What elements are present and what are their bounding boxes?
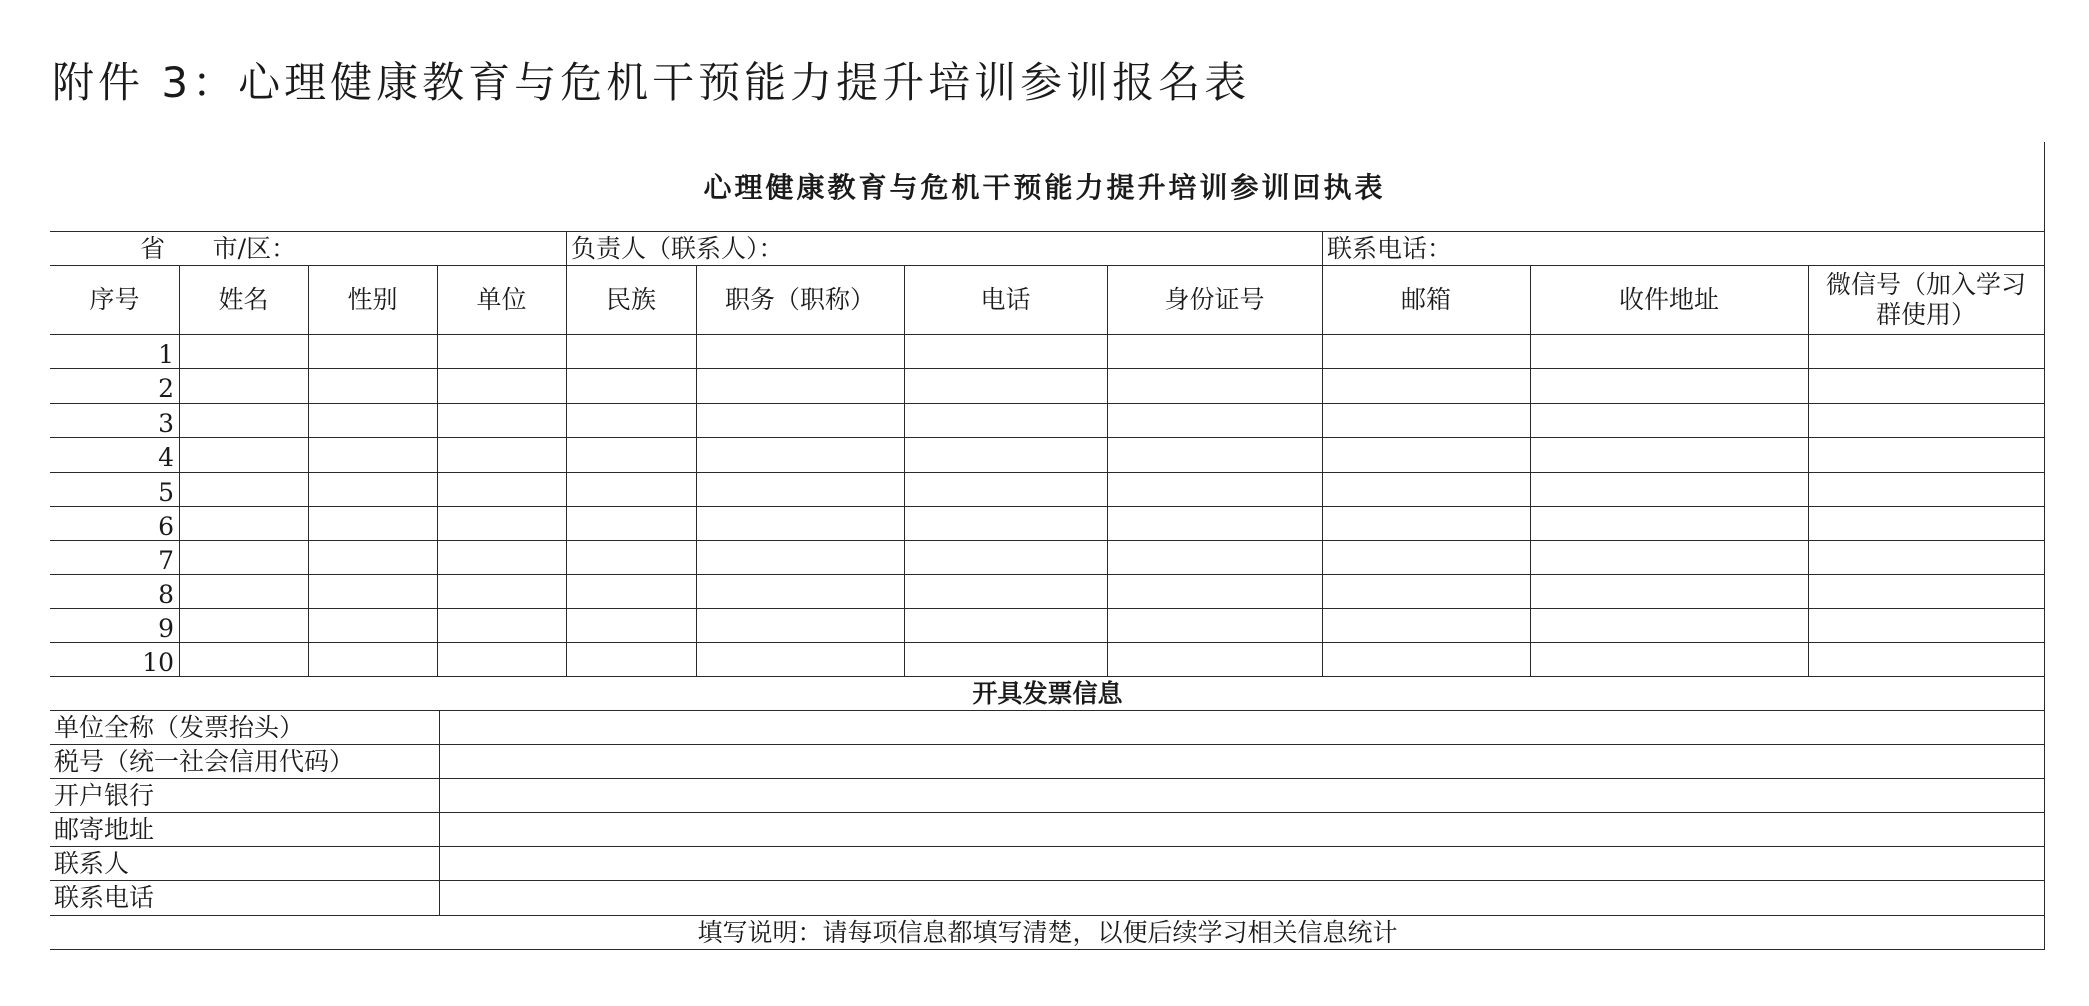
participant-entry-area[interactable] xyxy=(180,335,2043,675)
invoice-label-mailing-address: 邮寄地址 xyxy=(54,814,155,844)
invoice-field-mailing-address[interactable] xyxy=(441,813,2043,846)
province-city-field[interactable] xyxy=(180,232,566,265)
invoice-field-tax-id[interactable] xyxy=(441,745,2043,778)
row-number: 7 xyxy=(158,545,174,575)
column-header-ethnicity: 民族 xyxy=(605,285,656,314)
column-header-email: 邮箱 xyxy=(1400,285,1451,314)
row-number: 4 xyxy=(158,442,174,472)
column-header-address: 收件地址 xyxy=(1618,285,1719,314)
province-city-label: 省 市/区： xyxy=(140,233,297,263)
column-header-wechat-line2: 群使用） xyxy=(1875,299,1976,329)
row-number: 2 xyxy=(158,373,174,403)
contact-phone-label: 联系电话： xyxy=(1327,233,1453,263)
invoice-section-title: 开具发票信息 xyxy=(972,678,1123,708)
column-header-gender: 性别 xyxy=(347,285,398,314)
invoice-label-tax-id: 税号（统一社会信用代码） xyxy=(54,746,355,776)
rule xyxy=(439,710,440,915)
row-number: 3 xyxy=(158,408,174,438)
column-header-unit: 单位 xyxy=(476,285,527,314)
invoice-label-company-name: 单位全称（发票抬头） xyxy=(54,712,305,742)
invoice-field-contact-phone[interactable] xyxy=(441,881,2043,915)
row-number: 8 xyxy=(158,579,174,609)
attachment-title: 附件 3：心理健康教育与危机干预能力提升培训参训报名表 xyxy=(52,58,1251,107)
row-number: 6 xyxy=(158,511,174,541)
column-header-wechat xyxy=(1808,265,2044,334)
invoice-field-contact-person[interactable] xyxy=(441,847,2043,880)
row-number: 10 xyxy=(142,647,174,677)
column-header-id-number: 身份证号 xyxy=(1164,285,1265,314)
invoice-label-contact-person: 联系人 xyxy=(54,848,130,878)
form-title: 心理健康教育与危机干预能力提升培训参训回执表 xyxy=(703,171,1386,204)
row-number: 5 xyxy=(158,477,174,507)
column-header-wechat-line1: 微信号（加入学习 xyxy=(1825,269,2026,299)
responsible-person-label: 负责人（联系人）： xyxy=(571,233,784,263)
row-number: 9 xyxy=(158,613,174,643)
fill-instructions: 填写说明：请每项信息都填写清楚，以便后续学习相关信息统计 xyxy=(697,917,1398,947)
rule xyxy=(1322,231,1323,265)
contact-phone-field[interactable] xyxy=(1460,232,2040,265)
row-number: 1 xyxy=(158,339,174,369)
invoice-label-contact-phone: 联系电话 xyxy=(54,883,155,912)
table-right-border xyxy=(2044,142,2045,950)
rule xyxy=(50,949,2045,950)
invoice-label-bank: 开户银行 xyxy=(54,780,155,810)
invoice-field-company-name[interactable] xyxy=(441,711,2043,744)
rule xyxy=(566,231,567,265)
invoice-field-bank[interactable] xyxy=(441,779,2043,812)
responsible-person-field[interactable] xyxy=(800,232,1320,265)
column-header-position: 职务（职称） xyxy=(724,285,875,314)
column-header-phone: 电话 xyxy=(980,285,1031,314)
column-header-name: 姓名 xyxy=(218,285,269,314)
column-header-seq: 序号 xyxy=(89,285,140,314)
